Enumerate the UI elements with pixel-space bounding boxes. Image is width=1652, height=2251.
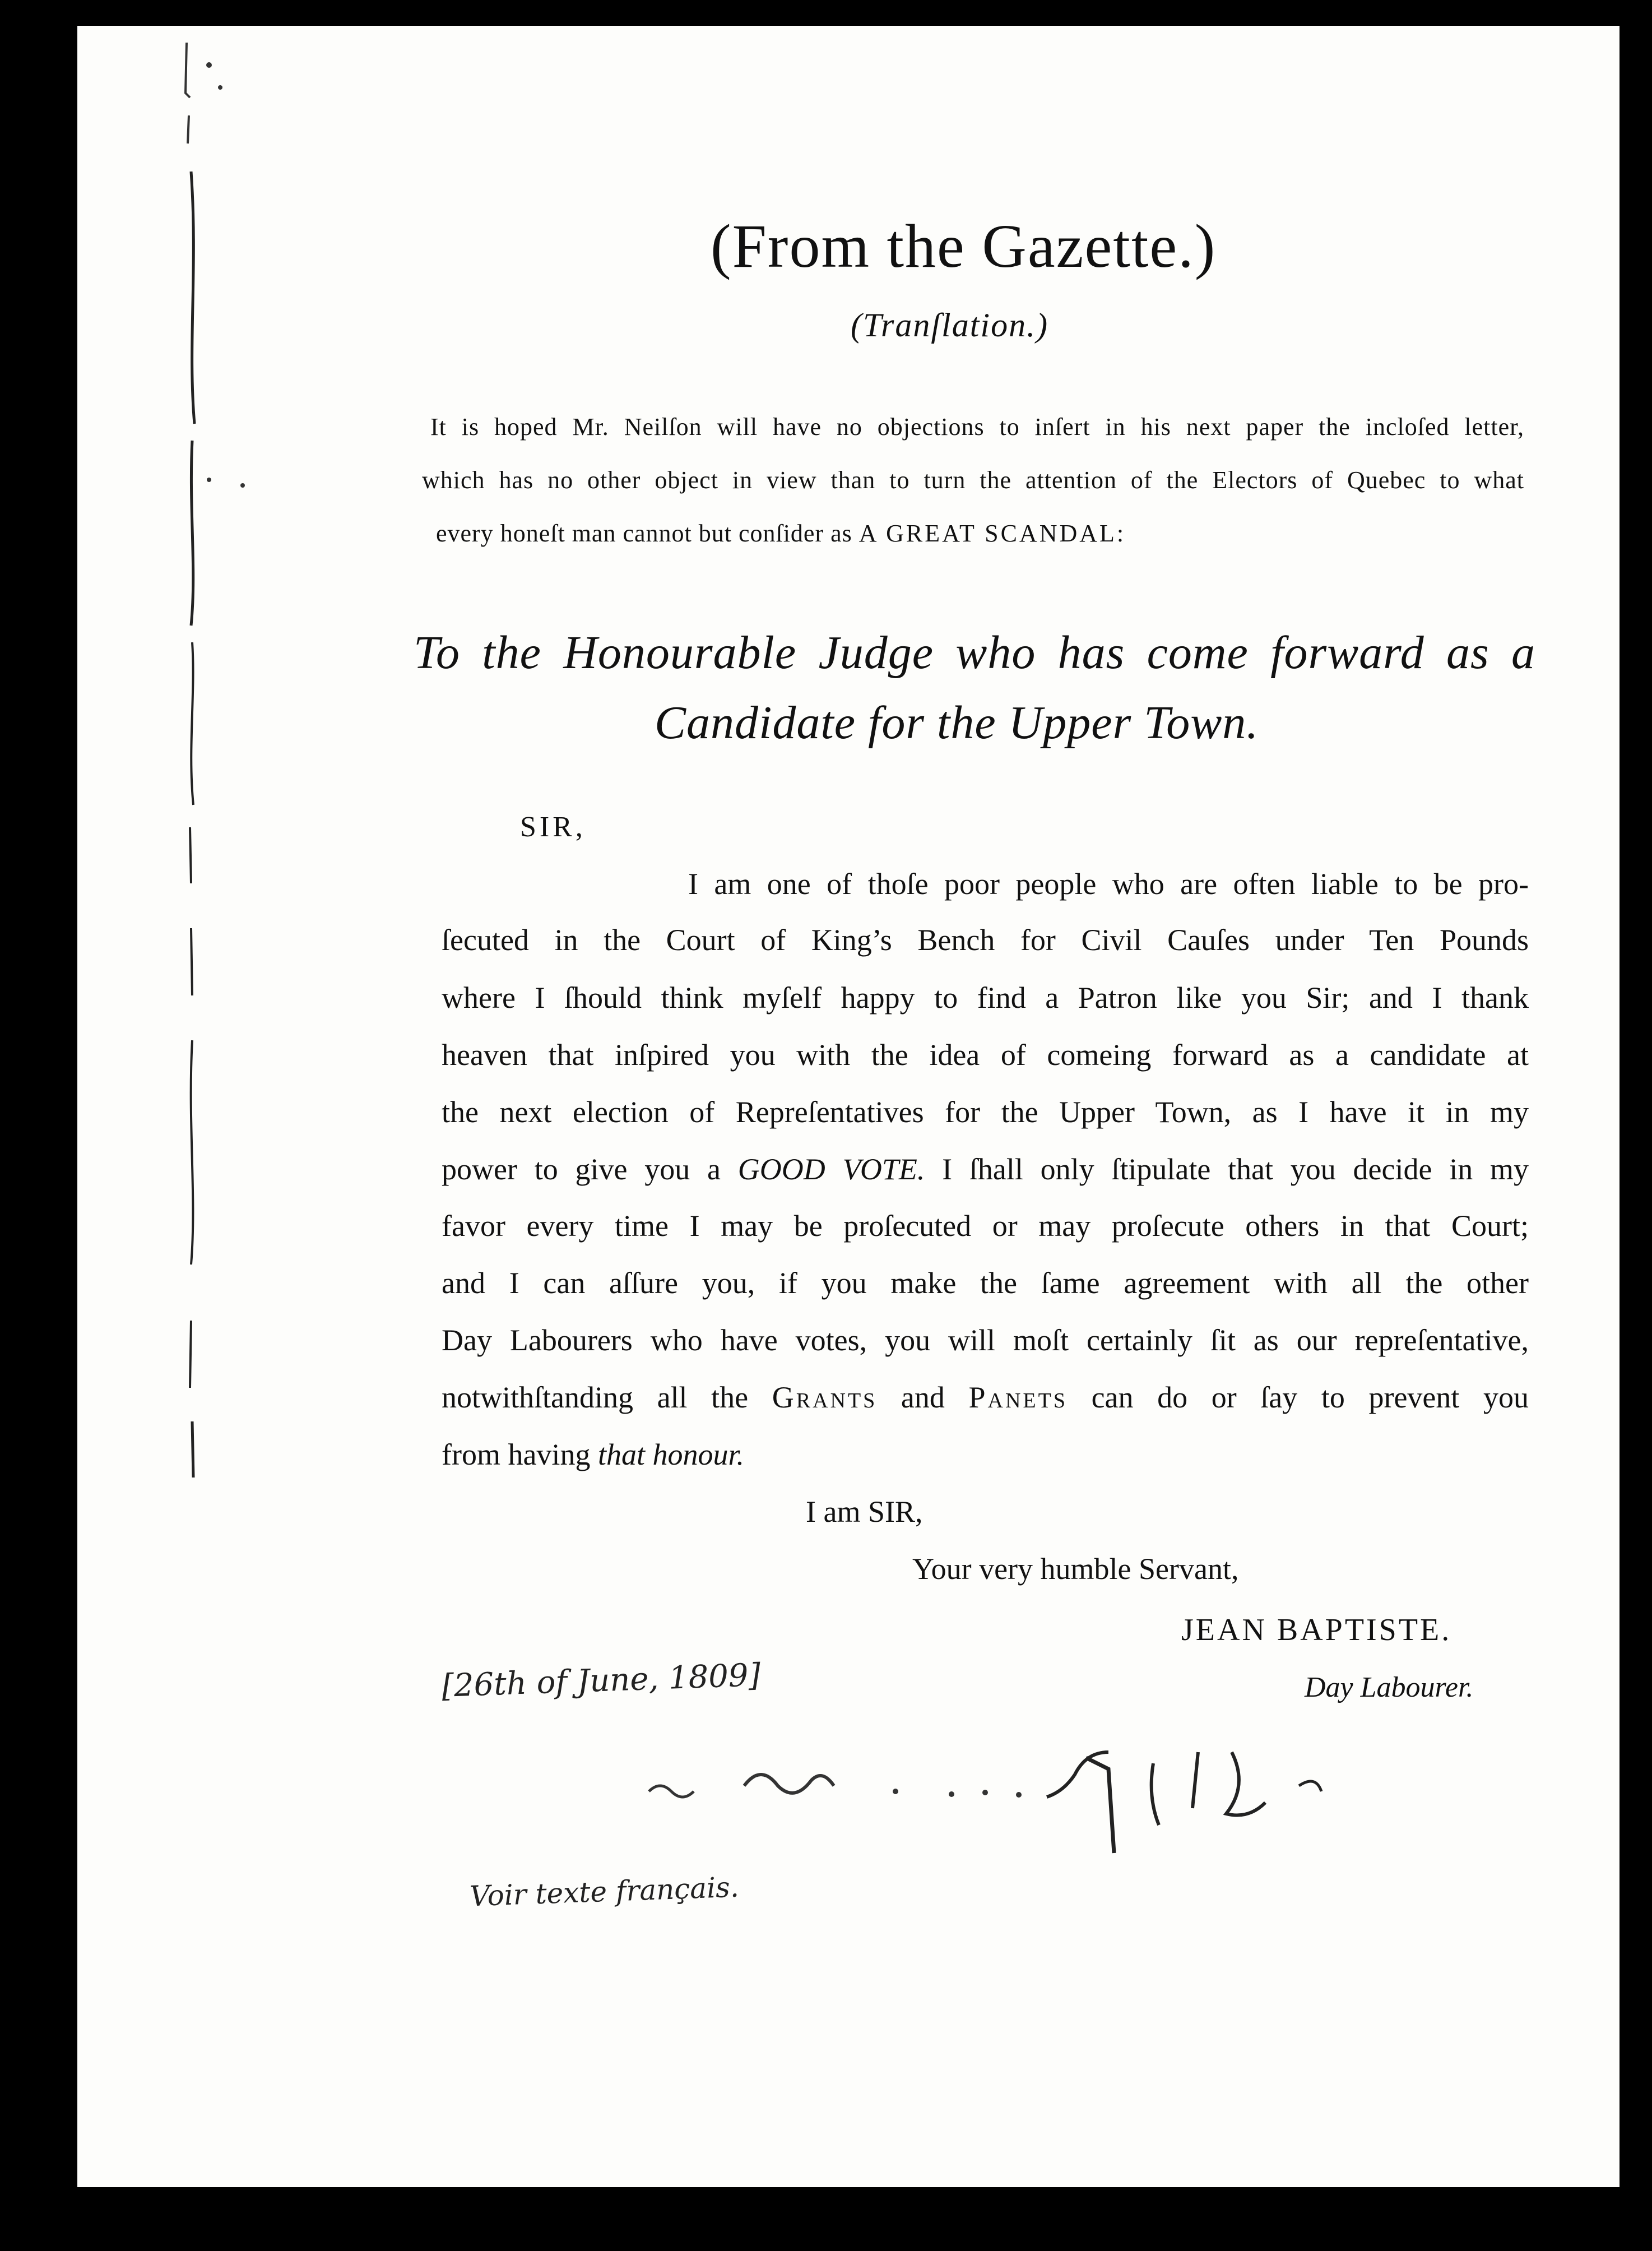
great-scandal-caps: A GREAT SCANDAL:	[859, 520, 1126, 547]
letter-line-11-pre: from having	[442, 1438, 598, 1471]
letter-line-10	[442, 1380, 1529, 1415]
letter-line-5: the next election of Repreſentatives for the Upper Town, as I have it in my	[442, 1095, 1529, 1129]
intro-line-3	[436, 519, 1524, 548]
letter-line-10-post: can do or ſay to prevent you	[1067, 1381, 1529, 1414]
handwritten-scrawl	[638, 1719, 1534, 1887]
letter-line-6-post: I ſhall only ſtipulate that you decide in my	[925, 1152, 1529, 1186]
good-vote-emphasis: GOOD VOTE.	[737, 1152, 925, 1186]
letter-line-6	[442, 1152, 1529, 1187]
letter-line-3: where I ſhould think myſelf happy to find a Patron like you Sir; and I thank	[442, 981, 1529, 1015]
letter-line-6-pre: power to give you a	[442, 1152, 738, 1186]
letter-line-10-mid: and	[877, 1381, 969, 1414]
handwritten-date-note: [26th of June, 1809]	[441, 1657, 762, 1705]
letter-line-4: heaven that inſpired you with the idea of comeing forward as a candidate at	[442, 1038, 1529, 1072]
signature-name: JEAN BAPTISTE.	[1181, 1613, 1452, 1647]
letter-line-1: I am one of thoſe poor people who are often liable to be pro-	[688, 867, 1529, 901]
letter-line-2: ſecuted in the Court of King’s Bench for Civil Cauſes under Ten Pounds	[442, 923, 1529, 957]
letter-heading-line-2: Candidate for the Upper Town.	[655, 697, 1259, 749]
letter-line-8: and I can aſſure you, if you make the ſame agreement with all the other	[442, 1266, 1529, 1300]
letter-line-10-pre: notwithſtanding all the	[442, 1381, 772, 1414]
handwritten-french-note: Voir texte français.	[469, 1870, 740, 1913]
document-page	[77, 26, 1619, 2187]
signature-role: Day Labourer.	[1305, 1671, 1474, 1703]
closing-i-am-sir: I am SIR,	[806, 1495, 923, 1529]
letter-heading-line-1: To the Honourable Judge who has come forward as a	[414, 627, 1535, 679]
letter-line-11	[442, 1437, 1529, 1472]
intro-line-3-text: every honeſt man cannot but conſider as	[436, 520, 859, 547]
salutation: SIR,	[520, 811, 586, 843]
grants-small-caps: Grants	[772, 1381, 878, 1414]
panets-small-caps: Panets	[968, 1381, 1068, 1414]
intro-line-2: which has no other object in view than to turn the attention of the Electors of Quebec to what	[422, 466, 1524, 494]
gazette-title: (From the Gazette.)	[711, 212, 1217, 280]
that-honour-emphasis: that honour.	[597, 1438, 744, 1471]
translation-subtitle: (Tranſlation.)	[851, 307, 1049, 344]
letter-line-7: favor every time I may be proſecuted or may proſecute others in that Court;	[442, 1209, 1529, 1243]
margin-ink-marks	[175, 31, 287, 1545]
intro-line-1: It is hoped Mr. Neilſon will have no objections to inſert in his next paper the incloſed letter,	[430, 413, 1524, 441]
closing-humble-servant: Your very humble Servant,	[912, 1552, 1239, 1586]
letter-line-9: Day Labourers who have votes, you will moſt certainly ſit as our repreſentative,	[442, 1323, 1529, 1357]
